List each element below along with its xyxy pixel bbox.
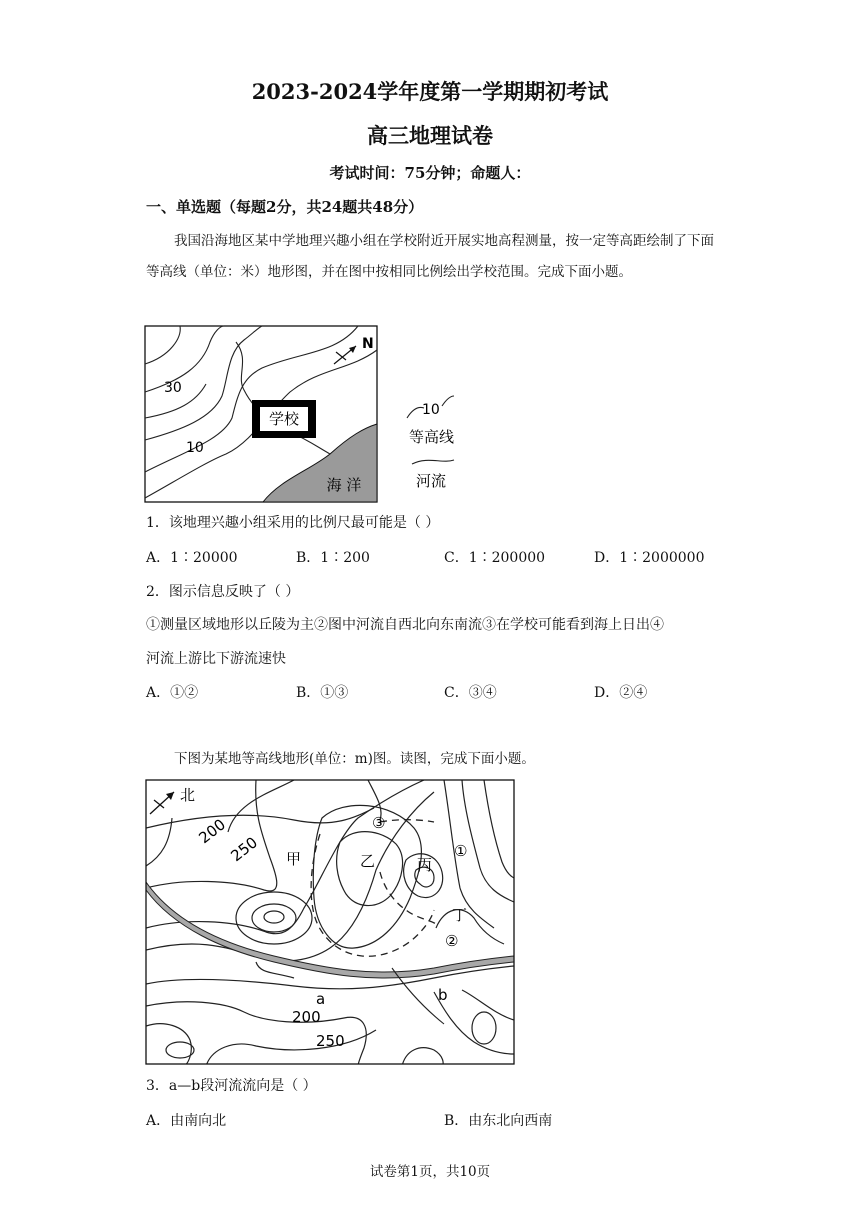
map2-labels — [195, 814, 467, 1050]
label-circle-1: ① — [454, 842, 468, 860]
exam-info: 考试时间：75分钟；命题人： — [329, 164, 531, 182]
contour-label-250-bottom: 250 — [316, 1032, 345, 1050]
label-b: b — [438, 986, 448, 1004]
label-ding: 丁 — [452, 906, 468, 924]
question-3-stem: 3．a—b段河流流向是（ ） — [146, 1078, 317, 1094]
section-heading: 一、单选题（每题2分，共24题共48分） — [146, 198, 424, 216]
legend-contour-text: 等高线 — [409, 428, 455, 446]
legend-river-symbol — [412, 460, 454, 464]
legend-river-text: 河流 — [416, 472, 447, 490]
north-arrow-icon — [334, 336, 374, 364]
exam-subtitle: 高三地理试卷 — [367, 123, 493, 148]
question-1-stem: 1．该地理兴趣小组采用的比例尺最可能是（ ） — [146, 515, 440, 531]
q2-option-d: D．②④ — [594, 685, 648, 701]
q2-option-b: B．①③ — [296, 685, 349, 701]
ocean-label: 海 洋 — [326, 476, 362, 494]
q1-option-a: A．1∶20000 — [146, 550, 238, 566]
question-intro-1: 我国沿海地区某中学地理兴趣小组在学校附近开展实地高程测量，按一定等高距绘制了下面等高线（单位：米）地形图，并在图中按相同比例绘出学校范围。完成下面小题。 — [146, 233, 714, 280]
contour-label-30: 30 — [164, 380, 182, 396]
q3-option-b: B．由东北向西南 — [444, 1113, 553, 1129]
question-2-line-1: ①测量区域地形以丘陵为主②图中河流自西北向东南流③在学校可能看到海上日出④ — [146, 617, 664, 633]
q3-option-a: A．由南向北 — [146, 1113, 227, 1129]
contour-label-200-top: 200 — [195, 815, 230, 848]
page-footer: 试卷第1页，共10页 — [369, 1164, 491, 1180]
label-circle-2: ② — [445, 932, 459, 950]
q1-option-c: C．1∶200000 — [444, 550, 546, 566]
contour-label-200-bottom: 200 — [292, 1008, 321, 1026]
map-legend — [407, 396, 454, 490]
exam-title: 2023-2024学年度第一学期期初考试 — [251, 79, 609, 104]
contour-label-250-top: 250 — [227, 833, 262, 866]
north-arrow-icon — [150, 786, 195, 814]
q1-option-d: D．1∶2000000 — [594, 550, 705, 566]
north-label: N — [362, 336, 374, 352]
river-channel — [146, 882, 514, 978]
contour-label-10: 10 — [186, 440, 204, 456]
label-bing: 丙 — [417, 856, 433, 874]
label-circle-3: ③ — [372, 814, 386, 832]
contour-map-terrain — [144, 778, 516, 1068]
label-a: a — [316, 990, 326, 1008]
question-intro-2: 下图为某地等高线地形(单位：m)图。读图，完成下面小题。 — [174, 751, 535, 767]
contour-map-school — [140, 322, 480, 506]
school-label: 学校 — [268, 410, 300, 428]
q2-option-a: A．①② — [146, 685, 199, 701]
question-2-stem: 2．图示信息反映了（ ） — [146, 584, 300, 600]
q1-option-b: B．1∶200 — [296, 550, 370, 566]
north-label-2: 北 — [180, 786, 196, 804]
label-yi: 乙 — [360, 852, 376, 870]
label-jia: 甲 — [286, 850, 302, 868]
q2-option-c: C．③④ — [444, 685, 497, 701]
legend-contour-value: 10 — [422, 402, 440, 418]
question-2-line-2: 河流上游比下游流速快 — [146, 651, 286, 667]
